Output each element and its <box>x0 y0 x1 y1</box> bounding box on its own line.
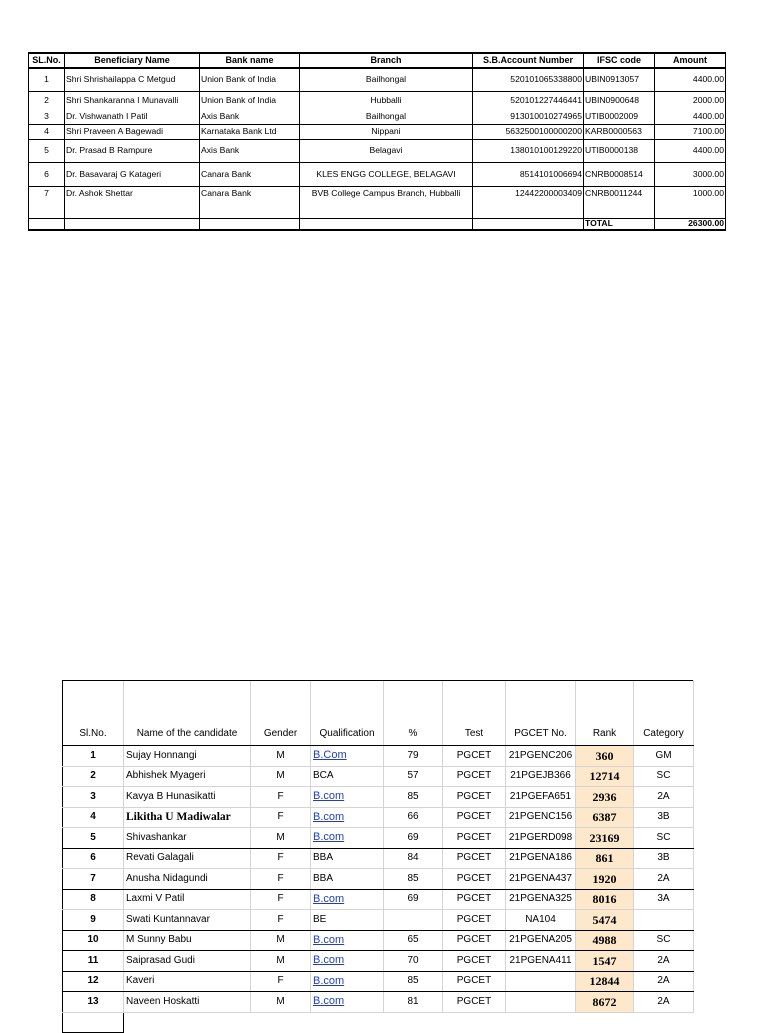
cell-amount: 1000.00 <box>655 186 726 218</box>
table-row <box>29 124 726 139</box>
cell-bank: Union Bank of India <box>200 68 300 91</box>
cell-account: 12442200003409 <box>473 186 584 218</box>
cell-account: 5632500100000200 <box>473 124 584 139</box>
cell-test: PGCET <box>443 971 506 992</box>
cell-test: PGCET <box>443 766 506 787</box>
candidate-table <box>62 680 694 1033</box>
table-row <box>63 889 694 910</box>
cell-category: SC <box>634 828 694 849</box>
cell-test: PGCET <box>443 848 506 869</box>
cell-test: PGCET <box>443 889 506 910</box>
cell-test: PGCET <box>443 828 506 849</box>
cell-pgcet-no: 21PGENA437 <box>506 869 576 890</box>
cell-category: 2A <box>634 869 694 890</box>
table-row <box>63 766 694 787</box>
cell-rank: 12714 <box>576 766 634 787</box>
cell-rank: 1920 <box>576 869 634 890</box>
cell-branch: Bailhongal <box>300 68 473 91</box>
header-pgcet-no: PGCET No. <box>506 681 576 746</box>
cell-qualification <box>311 746 384 767</box>
cell-name: Shri Praveen A Bagewadi <box>65 124 200 139</box>
header-test: Test <box>443 681 506 746</box>
cell-slno: 2 <box>63 766 124 787</box>
cell-percent: 81 <box>384 992 443 1013</box>
cell-slno: 1 <box>63 746 124 767</box>
cell-ifsc: KARB0000563 <box>584 124 655 139</box>
qualification-link[interactable]: B.com <box>313 933 345 946</box>
table-row <box>29 91 726 110</box>
cell-test: PGCET <box>443 930 506 951</box>
table-row <box>63 828 694 849</box>
cell-category: 2A <box>634 971 694 992</box>
cell-slno: 4 <box>29 124 65 139</box>
cell-pgcet-no: 21PGENC206 <box>506 746 576 767</box>
cell-category: GM <box>634 746 694 767</box>
cell-account: 913010010274965 <box>473 110 584 124</box>
cell-gender: F <box>251 889 311 910</box>
beneficiary-table <box>28 52 726 231</box>
cell-branch: Belagavi <box>300 139 473 162</box>
cell-category: 2A <box>634 787 694 808</box>
qualification-link[interactable]: B.com <box>313 892 345 905</box>
cell-qualification: BCA <box>311 766 384 787</box>
cell-ifsc: UTIB0000138 <box>584 139 655 162</box>
cell-category: SC <box>634 930 694 951</box>
cell-name: Dr. Ashok Shettar <box>65 186 200 218</box>
cell-bank: Union Bank of India <box>200 91 300 110</box>
cell-rank: 8672 <box>576 992 634 1013</box>
cell-pgcet-no: 21PGEJB366 <box>506 766 576 787</box>
cell-rank: 5474 <box>576 910 634 931</box>
cell-slno: 10 <box>63 930 124 951</box>
table-row <box>63 930 694 951</box>
cell-gender: M <box>251 992 311 1013</box>
cell-percent: 85 <box>384 971 443 992</box>
header-candidate-name: Name of the candidate <box>124 681 251 746</box>
cell-percent: 65 <box>384 930 443 951</box>
table-row <box>63 787 694 808</box>
candidate-header-row <box>63 681 694 746</box>
header-account-number: S.B.Account Number <box>473 53 584 68</box>
cell-gender: F <box>251 869 311 890</box>
table-row <box>63 971 694 992</box>
cell-qualification <box>311 992 384 1013</box>
cell-gender: F <box>251 807 311 828</box>
cell-slno: 8 <box>63 889 124 910</box>
cell-slno: 6 <box>29 162 65 186</box>
cell-bank: Canara Bank <box>200 162 300 186</box>
cell-rank: 12844 <box>576 971 634 992</box>
cell-slno: 11 <box>63 951 124 972</box>
cell-branch: Bailhongal <box>300 110 473 124</box>
header-beneficiary-name: Beneficiary Name <box>65 53 200 68</box>
cell-name: Dr. Prasad B Rampure <box>65 139 200 162</box>
cell-category: SC <box>634 766 694 787</box>
cell-name: Shri Shrishailappa C Metgud <box>65 68 200 91</box>
cell-qualification <box>311 971 384 992</box>
qualification-link[interactable]: B.com <box>313 810 345 823</box>
cell-candidate-name: Kaveri <box>124 971 251 992</box>
cell-qualification <box>311 951 384 972</box>
table-row <box>63 992 694 1013</box>
empty-row <box>63 1012 694 1032</box>
cell-test: PGCET <box>443 746 506 767</box>
qualification-link[interactable]: B.Com <box>313 749 347 762</box>
cell-slno: 9 <box>63 910 124 931</box>
cell-qualification: BBA <box>311 848 384 869</box>
cell-rank: 4988 <box>576 930 634 951</box>
cell-bank: Axis Bank <box>200 110 300 124</box>
header-rank: Rank <box>576 681 634 746</box>
cell-percent: 85 <box>384 869 443 890</box>
qualification-link[interactable]: B.com <box>313 954 345 967</box>
cell-percent: 69 <box>384 828 443 849</box>
beneficiary-header-row <box>29 53 726 68</box>
cell-gender: F <box>251 910 311 931</box>
header-bank-name: Bank name <box>200 53 300 68</box>
header-branch: Branch <box>300 53 473 68</box>
cell-rank: 360 <box>576 746 634 767</box>
table-row <box>63 869 694 890</box>
cell-amount: 4400.00 <box>655 139 726 162</box>
cell-amount: 3000.00 <box>655 162 726 186</box>
cell-name: Dr. Vishwanath I Patil <box>65 110 200 124</box>
cell-candidate-name: Revati Galagali <box>124 848 251 869</box>
cell-percent: 70 <box>384 951 443 972</box>
cell-percent: 85 <box>384 787 443 808</box>
cell-slno: 6 <box>63 848 124 869</box>
cell-qualification <box>311 807 384 828</box>
cell-category: 2A <box>634 992 694 1013</box>
table-row <box>29 139 726 162</box>
cell-category: 3B <box>634 848 694 869</box>
cell-rank: 6387 <box>576 807 634 828</box>
total-row <box>29 218 726 230</box>
cell-candidate-name: Abhishek Myageri <box>124 766 251 787</box>
cell-branch: BVB College Campus Branch, Hubballi <box>300 186 473 218</box>
cell-slno: 2 <box>29 91 65 110</box>
cell-ifsc: UTIB0002009 <box>584 110 655 124</box>
cell-candidate-name: Anusha Nidagundi <box>124 869 251 890</box>
cell-percent: 79 <box>384 746 443 767</box>
table-row <box>29 110 726 124</box>
cell-amount: 7100.00 <box>655 124 726 139</box>
table-row <box>63 746 694 767</box>
cell-candidate-name: Kavya B Hunasikatti <box>124 787 251 808</box>
cell-qualification: BE <box>311 910 384 931</box>
header-percent: % <box>384 681 443 746</box>
cell-category: 3B <box>634 807 694 828</box>
cell-candidate-name: Laxmi V Patil <box>124 889 251 910</box>
cell-category <box>634 910 694 931</box>
cell-candidate-name: Shivashankar <box>124 828 251 849</box>
cell-test: PGCET <box>443 910 506 931</box>
cell-qualification <box>311 889 384 910</box>
cell-slno: 7 <box>63 869 124 890</box>
total-label: TOTAL <box>584 218 655 230</box>
cell-percent: 84 <box>384 848 443 869</box>
cell-name: Dr. Basavaraj G Katageri <box>65 162 200 186</box>
table-row <box>29 186 726 218</box>
header-slno: Sl.No. <box>63 681 124 746</box>
cell-pgcet-no: 21PGERD098 <box>506 828 576 849</box>
cell-category: 3A <box>634 889 694 910</box>
total-amount: 26300.00 <box>655 218 726 230</box>
cell-percent: 57 <box>384 766 443 787</box>
qualification-link[interactable]: B.com <box>313 831 345 844</box>
cell-gender: M <box>251 930 311 951</box>
table-row <box>29 162 726 186</box>
cell-qualification: BBA <box>311 869 384 890</box>
table-row <box>63 807 694 828</box>
header-category: Category <box>634 681 694 746</box>
cell-ifsc: CNRB0008514 <box>584 162 655 186</box>
cell-qualification <box>311 828 384 849</box>
qualification-link[interactable]: B.com <box>313 790 345 803</box>
cell-pgcet-no: 21PGEFA651 <box>506 787 576 808</box>
cell-pgcet-no <box>506 971 576 992</box>
cell-branch: Hubballi <box>300 91 473 110</box>
cell-slno: 13 <box>63 992 124 1013</box>
cell-bank: Canara Bank <box>200 186 300 218</box>
header-gender: Gender <box>251 681 311 746</box>
cell-amount: 2000.00 <box>655 91 726 110</box>
cell-bank: Karnataka Bank Ltd <box>200 124 300 139</box>
cell-candidate-name: Sujay Honnangi <box>124 746 251 767</box>
cell-amount: 4400.00 <box>655 110 726 124</box>
header-ifsc: IFSC code <box>584 53 655 68</box>
header-slno: SL.No. <box>29 53 65 68</box>
table-row <box>63 848 694 869</box>
cell-qualification <box>311 787 384 808</box>
cell-account: 520101065338800 <box>473 68 584 91</box>
cell-candidate-name: Naveen Hoskatti <box>124 992 251 1013</box>
cell-rank: 1547 <box>576 951 634 972</box>
cell-slno: 5 <box>29 139 65 162</box>
header-qualification: Qualification <box>311 681 384 746</box>
cell-pgcet-no: NA104 <box>506 910 576 931</box>
cell-gender: M <box>251 828 311 849</box>
cell-qualification <box>311 930 384 951</box>
table-row <box>29 68 726 91</box>
cell-pgcet-no: 21PGENA205 <box>506 930 576 951</box>
cell-account: 520101227446441 <box>473 91 584 110</box>
cell-slno: 7 <box>29 186 65 218</box>
cell-gender: F <box>251 848 311 869</box>
cell-rank: 2936 <box>576 787 634 808</box>
table-row <box>63 951 694 972</box>
cell-candidate-name: Saiprasad Gudi <box>124 951 251 972</box>
cell-test: PGCET <box>443 787 506 808</box>
cell-candidate-name: Swati Kuntannavar <box>124 910 251 931</box>
cell-gender: F <box>251 787 311 808</box>
cell-percent <box>384 910 443 931</box>
cell-pgcet-no: 21PGENC156 <box>506 807 576 828</box>
cell-test: PGCET <box>443 951 506 972</box>
cell-candidate-name: M Sunny Babu <box>124 930 251 951</box>
cell-pgcet-no: 21PGENA186 <box>506 848 576 869</box>
cell-test: PGCET <box>443 807 506 828</box>
cell-candidate-name: Likitha U Madiwalar <box>124 807 251 828</box>
cell-rank: 8016 <box>576 889 634 910</box>
cell-rank: 861 <box>576 848 634 869</box>
cell-rank: 23169 <box>576 828 634 849</box>
cell-pgcet-no <box>506 992 576 1013</box>
header-amount: Amount <box>655 53 726 68</box>
table-row <box>63 910 694 931</box>
cell-pgcet-no: 21PGENA325 <box>506 889 576 910</box>
qualification-link[interactable]: B.com <box>313 974 345 987</box>
cell-branch: Nippani <box>300 124 473 139</box>
cell-branch: KLES ENGG COLLEGE, BELAGAVI <box>300 162 473 186</box>
cell-gender: M <box>251 746 311 767</box>
cell-slno: 5 <box>63 828 124 849</box>
cell-test: PGCET <box>443 869 506 890</box>
cell-gender: F <box>251 971 311 992</box>
cell-gender: M <box>251 766 311 787</box>
cell-test: PGCET <box>443 992 506 1013</box>
cell-ifsc: CNRB0011244 <box>584 186 655 218</box>
cell-account: 8514101006694 <box>473 162 584 186</box>
cell-amount: 4400.00 <box>655 68 726 91</box>
cell-name: Shri Shankaranna I Munavalli <box>65 91 200 110</box>
cell-slno: 1 <box>29 68 65 91</box>
cell-slno: 3 <box>63 787 124 808</box>
cell-slno: 12 <box>63 971 124 992</box>
cell-ifsc: UBIN0913057 <box>584 68 655 91</box>
cell-gender: M <box>251 951 311 972</box>
cell-slno: 4 <box>63 807 124 828</box>
cell-pgcet-no: 21PGENA411 <box>506 951 576 972</box>
cell-bank: Axis Bank <box>200 139 300 162</box>
cell-percent: 69 <box>384 889 443 910</box>
cell-ifsc: UBIN0900648 <box>584 91 655 110</box>
cell-slno: 3 <box>29 110 65 124</box>
qualification-link[interactable]: B.com <box>313 995 345 1008</box>
cell-percent: 66 <box>384 807 443 828</box>
cell-category: 2A <box>634 951 694 972</box>
cell-account: 138010100129220 <box>473 139 584 162</box>
